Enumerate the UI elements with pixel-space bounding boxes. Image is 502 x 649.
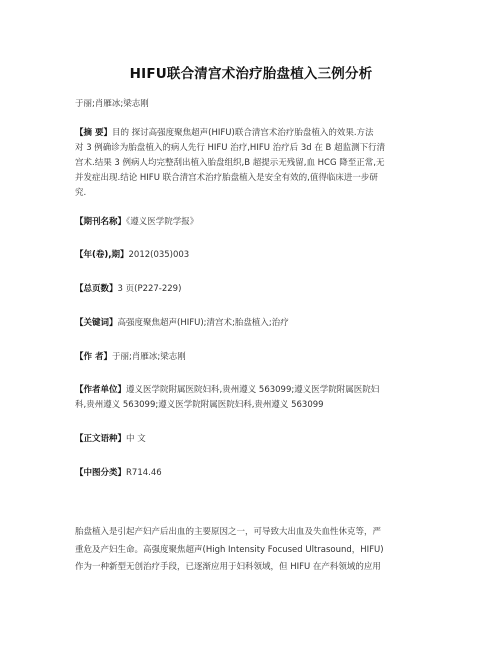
keywords-value: 高强度聚焦超声(HIFU);清宫术;胎盘植入;治疗 [117, 318, 289, 328]
keywords-field [75, 316, 430, 331]
pages-label: 【总页数】 [75, 284, 118, 294]
journal-label: 【期刊名称】 [75, 217, 127, 227]
abstract-line-2: 对 3 例确诊为胎盘植入的病人先行 HIFU 治疗,HIFU 治疗后 3d 在 B 超监测下行清 [75, 143, 386, 153]
journal-value: 《遵义医学院学报》 [126, 217, 199, 227]
abstract-line-3: 宫术.结果 3 例病人均完整刮出植入胎盘组织,B 超提示无残留,血 HCG 降至正常,无 [75, 158, 385, 168]
body-paragraph [75, 524, 435, 577]
abstract-text-1: 目的 探讨高强度聚焦超声(HIFU)联合清宫术治疗胎盘植入的效果.方法 [111, 128, 374, 138]
pages-field [75, 282, 430, 297]
affiliation-line-2: 科,贵州遵义 563099;遵义医学院附属医院妇科,贵州遵义 563099 [75, 400, 324, 410]
keywords-label: 【关键词】 [75, 318, 118, 328]
affiliation-label: 【作者单位】 [75, 385, 127, 395]
abstract-line-4: 并发症出现.结论 HIFU 联合清宫术治疗胎盘植入是安全有效的,值得临床进一步研 [75, 173, 378, 183]
language-field [75, 432, 430, 447]
author-field [75, 350, 430, 365]
affiliation-field [75, 383, 430, 413]
language-label: 【正文语种】 [75, 434, 127, 444]
classification-value: R714.46 [126, 468, 162, 478]
abstract-line-5: 究. [75, 188, 87, 198]
abstract-label: 【摘 要】 [75, 128, 112, 138]
affiliation-line-1 [75, 383, 430, 398]
abstract-line-1 [75, 126, 430, 141]
classification-field [75, 466, 430, 481]
affiliation-text-1: 遵义医学院附属医院妇科,贵州遵义 563099;遵义医学院附属医院妇 [126, 385, 380, 395]
body-line-2: 重危及产妇生命。高强度聚焦超声(High Intensity Focused Ultrasound，HIFU) [75, 544, 384, 555]
author-list: 于丽;肖雁冰;梁志刚 [75, 99, 149, 109]
classification-label: 【中图分类】 [75, 468, 127, 478]
pages-value: 3 页(P227-229) [117, 284, 182, 294]
abstract-section [75, 126, 430, 201]
body-line-3: 作为一种新型无创治疗手段，已逐渐应用于妇科领域，但 HIFU 在产科领域的应用 [75, 562, 381, 572]
year-value: 2012(035)003 [128, 250, 190, 260]
page-title: HIFU联合清宫术治疗胎盘植入三例分析 [129, 66, 373, 82]
author-value: 于丽;肖雁冰;梁志刚 [111, 352, 186, 362]
language-value: 中 文 [126, 434, 146, 444]
year-field [75, 248, 430, 263]
body-line-1: 胎盘植入是引起产妇产后出血的主要原因之一，可导致大出血及失血性休克等，严 [75, 527, 382, 537]
journal-field [75, 215, 430, 230]
year-label: 【年(卷),期】 [75, 250, 129, 260]
author-label: 【作 者】 [75, 352, 112, 362]
